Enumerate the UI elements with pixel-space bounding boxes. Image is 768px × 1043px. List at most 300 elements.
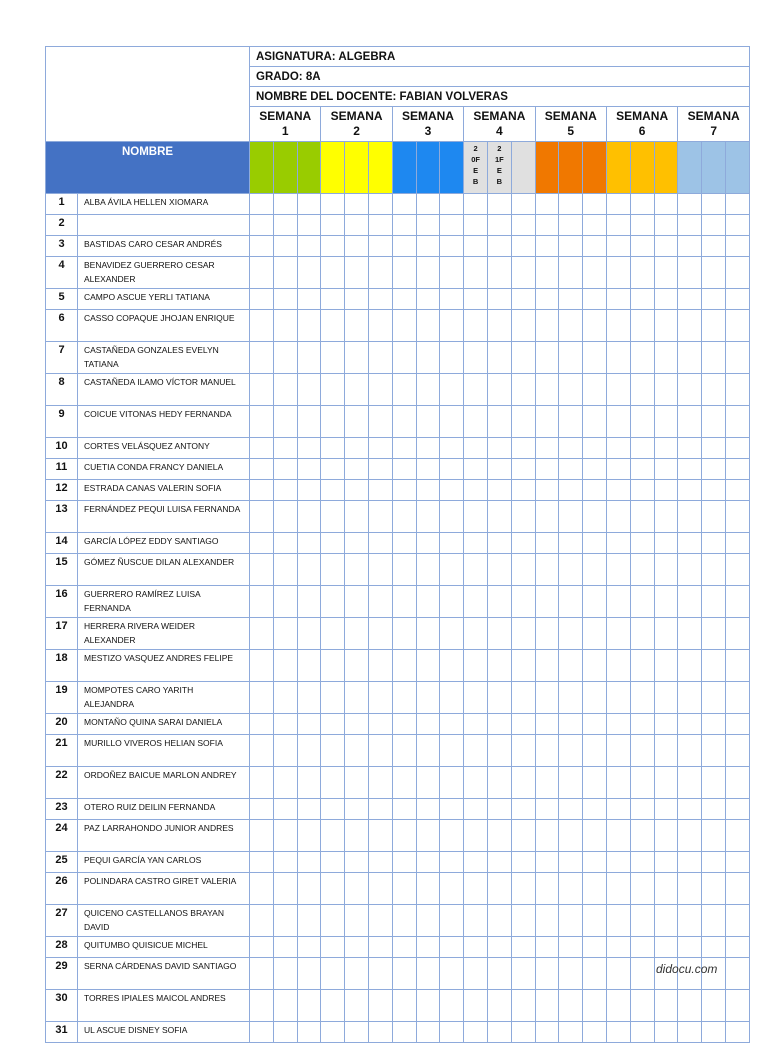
attendance-cell[interactable] bbox=[606, 406, 630, 438]
attendance-cell[interactable] bbox=[464, 1022, 488, 1043]
attendance-cell[interactable] bbox=[273, 480, 297, 501]
attendance-cell[interactable] bbox=[654, 554, 678, 586]
attendance-cell[interactable] bbox=[702, 937, 726, 958]
attendance-cell[interactable] bbox=[511, 438, 535, 459]
attendance-cell[interactable] bbox=[250, 820, 274, 852]
attendance-cell[interactable] bbox=[392, 735, 416, 767]
attendance-cell[interactable] bbox=[725, 438, 749, 459]
attendance-cell[interactable] bbox=[606, 374, 630, 406]
attendance-cell[interactable] bbox=[321, 257, 345, 289]
attendance-cell[interactable] bbox=[583, 236, 607, 257]
attendance-cell[interactable] bbox=[273, 236, 297, 257]
attendance-cell[interactable] bbox=[297, 194, 321, 215]
attendance-cell[interactable] bbox=[487, 682, 511, 714]
attendance-cell[interactable] bbox=[535, 554, 559, 586]
attendance-cell[interactable] bbox=[654, 990, 678, 1022]
attendance-cell[interactable] bbox=[559, 533, 583, 554]
attendance-cell[interactable] bbox=[583, 289, 607, 310]
attendance-cell[interactable] bbox=[321, 767, 345, 799]
attendance-cell[interactable] bbox=[297, 1022, 321, 1043]
attendance-cell[interactable] bbox=[606, 852, 630, 873]
attendance-cell[interactable] bbox=[273, 406, 297, 438]
attendance-cell[interactable] bbox=[440, 852, 464, 873]
attendance-cell[interactable] bbox=[321, 459, 345, 480]
attendance-cell[interactable] bbox=[416, 714, 440, 735]
attendance-cell[interactable] bbox=[416, 735, 440, 767]
attendance-cell[interactable] bbox=[416, 406, 440, 438]
attendance-cell[interactable] bbox=[511, 586, 535, 618]
attendance-cell[interactable] bbox=[368, 714, 392, 735]
attendance-cell[interactable] bbox=[368, 852, 392, 873]
attendance-cell[interactable] bbox=[559, 459, 583, 480]
attendance-cell[interactable] bbox=[464, 459, 488, 480]
attendance-cell[interactable] bbox=[630, 650, 654, 682]
attendance-cell[interactable] bbox=[273, 820, 297, 852]
attendance-cell[interactable] bbox=[297, 958, 321, 990]
attendance-cell[interactable] bbox=[630, 236, 654, 257]
attendance-cell[interactable] bbox=[250, 374, 274, 406]
attendance-cell[interactable] bbox=[559, 480, 583, 501]
attendance-cell[interactable] bbox=[559, 215, 583, 236]
attendance-cell[interactable] bbox=[559, 1022, 583, 1043]
attendance-cell[interactable] bbox=[297, 501, 321, 533]
attendance-cell[interactable] bbox=[654, 799, 678, 820]
attendance-cell[interactable] bbox=[559, 767, 583, 799]
attendance-cell[interactable] bbox=[464, 990, 488, 1022]
attendance-cell[interactable] bbox=[678, 937, 702, 958]
attendance-cell[interactable] bbox=[678, 374, 702, 406]
attendance-cell[interactable] bbox=[297, 374, 321, 406]
attendance-cell[interactable] bbox=[654, 682, 678, 714]
attendance-cell[interactable] bbox=[583, 374, 607, 406]
attendance-cell[interactable] bbox=[678, 852, 702, 873]
attendance-cell[interactable] bbox=[440, 618, 464, 650]
attendance-cell[interactable] bbox=[321, 533, 345, 554]
attendance-cell[interactable] bbox=[368, 1022, 392, 1043]
attendance-cell[interactable] bbox=[535, 374, 559, 406]
attendance-cell[interactable] bbox=[725, 374, 749, 406]
attendance-cell[interactable] bbox=[440, 958, 464, 990]
attendance-cell[interactable] bbox=[606, 215, 630, 236]
attendance-cell[interactable] bbox=[702, 586, 726, 618]
attendance-cell[interactable] bbox=[606, 586, 630, 618]
attendance-cell[interactable] bbox=[440, 937, 464, 958]
attendance-cell[interactable] bbox=[250, 459, 274, 480]
attendance-cell[interactable] bbox=[321, 501, 345, 533]
attendance-cell[interactable] bbox=[345, 459, 369, 480]
attendance-cell[interactable] bbox=[345, 1022, 369, 1043]
attendance-cell[interactable] bbox=[678, 194, 702, 215]
attendance-cell[interactable] bbox=[297, 873, 321, 905]
attendance-cell[interactable] bbox=[511, 618, 535, 650]
attendance-cell[interactable] bbox=[440, 374, 464, 406]
attendance-cell[interactable] bbox=[654, 342, 678, 374]
attendance-cell[interactable] bbox=[368, 438, 392, 459]
attendance-cell[interactable] bbox=[250, 799, 274, 820]
attendance-cell[interactable] bbox=[416, 586, 440, 618]
attendance-cell[interactable] bbox=[583, 438, 607, 459]
attendance-cell[interactable] bbox=[345, 852, 369, 873]
attendance-cell[interactable] bbox=[487, 501, 511, 533]
attendance-cell[interactable] bbox=[487, 1022, 511, 1043]
attendance-cell[interactable] bbox=[535, 194, 559, 215]
attendance-cell[interactable] bbox=[297, 799, 321, 820]
attendance-cell[interactable] bbox=[535, 533, 559, 554]
attendance-cell[interactable] bbox=[511, 374, 535, 406]
attendance-cell[interactable] bbox=[654, 767, 678, 799]
attendance-cell[interactable] bbox=[559, 905, 583, 937]
attendance-cell[interactable] bbox=[630, 852, 654, 873]
attendance-cell[interactable] bbox=[273, 650, 297, 682]
attendance-cell[interactable] bbox=[440, 406, 464, 438]
attendance-cell[interactable] bbox=[321, 820, 345, 852]
attendance-cell[interactable] bbox=[678, 990, 702, 1022]
attendance-cell[interactable] bbox=[725, 905, 749, 937]
attendance-cell[interactable] bbox=[464, 714, 488, 735]
attendance-cell[interactable] bbox=[440, 501, 464, 533]
attendance-cell[interactable] bbox=[368, 215, 392, 236]
attendance-cell[interactable] bbox=[725, 682, 749, 714]
attendance-cell[interactable] bbox=[535, 735, 559, 767]
attendance-cell[interactable] bbox=[487, 406, 511, 438]
attendance-cell[interactable] bbox=[392, 618, 416, 650]
attendance-cell[interactable] bbox=[702, 1022, 726, 1043]
attendance-cell[interactable] bbox=[487, 257, 511, 289]
attendance-cell[interactable] bbox=[273, 618, 297, 650]
attendance-cell[interactable] bbox=[678, 533, 702, 554]
attendance-cell[interactable] bbox=[416, 480, 440, 501]
attendance-cell[interactable] bbox=[440, 342, 464, 374]
attendance-cell[interactable] bbox=[725, 215, 749, 236]
attendance-cell[interactable] bbox=[416, 459, 440, 480]
attendance-cell[interactable] bbox=[559, 374, 583, 406]
attendance-cell[interactable] bbox=[725, 586, 749, 618]
attendance-cell[interactable] bbox=[345, 767, 369, 799]
attendance-cell[interactable] bbox=[583, 905, 607, 937]
attendance-cell[interactable] bbox=[273, 374, 297, 406]
attendance-cell[interactable] bbox=[464, 682, 488, 714]
attendance-cell[interactable] bbox=[273, 714, 297, 735]
attendance-cell[interactable] bbox=[606, 799, 630, 820]
attendance-cell[interactable] bbox=[511, 554, 535, 586]
attendance-cell[interactable] bbox=[702, 767, 726, 799]
attendance-cell[interactable] bbox=[559, 501, 583, 533]
attendance-cell[interactable] bbox=[654, 533, 678, 554]
attendance-cell[interactable] bbox=[464, 501, 488, 533]
attendance-cell[interactable] bbox=[345, 990, 369, 1022]
attendance-cell[interactable] bbox=[511, 194, 535, 215]
attendance-cell[interactable] bbox=[702, 554, 726, 586]
attendance-cell[interactable] bbox=[368, 533, 392, 554]
attendance-cell[interactable] bbox=[392, 820, 416, 852]
attendance-cell[interactable] bbox=[583, 215, 607, 236]
attendance-cell[interactable] bbox=[440, 735, 464, 767]
attendance-cell[interactable] bbox=[440, 310, 464, 342]
attendance-cell[interactable] bbox=[392, 767, 416, 799]
attendance-cell[interactable] bbox=[250, 735, 274, 767]
attendance-cell[interactable] bbox=[392, 682, 416, 714]
attendance-cell[interactable] bbox=[416, 937, 440, 958]
attendance-cell[interactable] bbox=[416, 767, 440, 799]
attendance-cell[interactable] bbox=[297, 342, 321, 374]
attendance-cell[interactable] bbox=[392, 1022, 416, 1043]
attendance-cell[interactable] bbox=[583, 618, 607, 650]
attendance-cell[interactable] bbox=[678, 236, 702, 257]
attendance-cell[interactable] bbox=[273, 852, 297, 873]
attendance-cell[interactable] bbox=[464, 586, 488, 618]
attendance-cell[interactable] bbox=[273, 990, 297, 1022]
attendance-cell[interactable] bbox=[487, 438, 511, 459]
attendance-cell[interactable] bbox=[368, 682, 392, 714]
attendance-cell[interactable] bbox=[583, 958, 607, 990]
attendance-cell[interactable] bbox=[583, 459, 607, 480]
attendance-cell[interactable] bbox=[511, 215, 535, 236]
attendance-cell[interactable] bbox=[725, 820, 749, 852]
attendance-cell[interactable] bbox=[487, 215, 511, 236]
attendance-cell[interactable] bbox=[321, 682, 345, 714]
attendance-cell[interactable] bbox=[511, 1022, 535, 1043]
attendance-cell[interactable] bbox=[368, 310, 392, 342]
attendance-cell[interactable] bbox=[464, 767, 488, 799]
attendance-cell[interactable] bbox=[511, 682, 535, 714]
attendance-cell[interactable] bbox=[678, 342, 702, 374]
attendance-cell[interactable] bbox=[606, 958, 630, 990]
attendance-cell[interactable] bbox=[702, 480, 726, 501]
attendance-cell[interactable] bbox=[392, 554, 416, 586]
attendance-cell[interactable] bbox=[321, 236, 345, 257]
attendance-cell[interactable] bbox=[702, 194, 726, 215]
attendance-cell[interactable] bbox=[630, 990, 654, 1022]
attendance-cell[interactable] bbox=[630, 554, 654, 586]
attendance-cell[interactable] bbox=[368, 406, 392, 438]
attendance-cell[interactable] bbox=[535, 650, 559, 682]
attendance-cell[interactable] bbox=[654, 650, 678, 682]
attendance-cell[interactable] bbox=[535, 215, 559, 236]
attendance-cell[interactable] bbox=[511, 958, 535, 990]
attendance-cell[interactable] bbox=[416, 342, 440, 374]
attendance-cell[interactable] bbox=[297, 215, 321, 236]
attendance-cell[interactable] bbox=[345, 289, 369, 310]
attendance-cell[interactable] bbox=[725, 342, 749, 374]
attendance-cell[interactable] bbox=[321, 438, 345, 459]
attendance-cell[interactable] bbox=[392, 586, 416, 618]
attendance-cell[interactable] bbox=[702, 438, 726, 459]
attendance-cell[interactable] bbox=[654, 501, 678, 533]
attendance-cell[interactable] bbox=[440, 257, 464, 289]
attendance-cell[interactable] bbox=[725, 873, 749, 905]
attendance-cell[interactable] bbox=[630, 905, 654, 937]
attendance-cell[interactable] bbox=[559, 799, 583, 820]
attendance-cell[interactable] bbox=[511, 714, 535, 735]
attendance-cell[interactable] bbox=[725, 714, 749, 735]
attendance-cell[interactable] bbox=[511, 257, 535, 289]
attendance-cell[interactable] bbox=[511, 873, 535, 905]
attendance-cell[interactable] bbox=[559, 937, 583, 958]
attendance-cell[interactable] bbox=[440, 990, 464, 1022]
attendance-cell[interactable] bbox=[583, 310, 607, 342]
attendance-cell[interactable] bbox=[511, 735, 535, 767]
attendance-cell[interactable] bbox=[440, 905, 464, 937]
attendance-cell[interactable] bbox=[654, 194, 678, 215]
attendance-cell[interactable] bbox=[678, 310, 702, 342]
attendance-cell[interactable] bbox=[464, 905, 488, 937]
attendance-cell[interactable] bbox=[273, 1022, 297, 1043]
attendance-cell[interactable] bbox=[654, 438, 678, 459]
attendance-cell[interactable] bbox=[606, 236, 630, 257]
attendance-cell[interactable] bbox=[392, 257, 416, 289]
attendance-cell[interactable] bbox=[654, 1022, 678, 1043]
attendance-cell[interactable] bbox=[630, 310, 654, 342]
attendance-cell[interactable] bbox=[464, 820, 488, 852]
attendance-cell[interactable] bbox=[725, 480, 749, 501]
attendance-cell[interactable] bbox=[392, 937, 416, 958]
attendance-cell[interactable] bbox=[559, 236, 583, 257]
attendance-cell[interactable] bbox=[392, 459, 416, 480]
attendance-cell[interactable] bbox=[559, 873, 583, 905]
attendance-cell[interactable] bbox=[702, 501, 726, 533]
attendance-cell[interactable] bbox=[416, 682, 440, 714]
attendance-cell[interactable] bbox=[535, 406, 559, 438]
attendance-cell[interactable] bbox=[321, 374, 345, 406]
attendance-cell[interactable] bbox=[345, 682, 369, 714]
attendance-cell[interactable] bbox=[392, 406, 416, 438]
attendance-cell[interactable] bbox=[559, 554, 583, 586]
attendance-cell[interactable] bbox=[487, 310, 511, 342]
attendance-cell[interactable] bbox=[464, 533, 488, 554]
attendance-cell[interactable] bbox=[250, 257, 274, 289]
attendance-cell[interactable] bbox=[725, 937, 749, 958]
attendance-cell[interactable] bbox=[392, 480, 416, 501]
attendance-cell[interactable] bbox=[345, 714, 369, 735]
attendance-cell[interactable] bbox=[250, 501, 274, 533]
attendance-cell[interactable] bbox=[345, 650, 369, 682]
attendance-cell[interactable] bbox=[511, 650, 535, 682]
attendance-cell[interactable] bbox=[321, 1022, 345, 1043]
attendance-cell[interactable] bbox=[297, 310, 321, 342]
attendance-cell[interactable] bbox=[702, 289, 726, 310]
attendance-cell[interactable] bbox=[511, 799, 535, 820]
attendance-cell[interactable] bbox=[345, 873, 369, 905]
attendance-cell[interactable] bbox=[392, 650, 416, 682]
attendance-cell[interactable] bbox=[440, 533, 464, 554]
attendance-cell[interactable] bbox=[345, 735, 369, 767]
attendance-cell[interactable] bbox=[250, 650, 274, 682]
attendance-cell[interactable] bbox=[630, 820, 654, 852]
attendance-cell[interactable] bbox=[630, 767, 654, 799]
attendance-cell[interactable] bbox=[535, 767, 559, 799]
attendance-cell[interactable] bbox=[583, 501, 607, 533]
attendance-cell[interactable] bbox=[511, 767, 535, 799]
attendance-cell[interactable] bbox=[487, 289, 511, 310]
attendance-cell[interactable] bbox=[321, 480, 345, 501]
attendance-cell[interactable] bbox=[345, 905, 369, 937]
attendance-cell[interactable] bbox=[725, 194, 749, 215]
attendance-cell[interactable] bbox=[392, 905, 416, 937]
attendance-cell[interactable] bbox=[321, 342, 345, 374]
attendance-cell[interactable] bbox=[654, 714, 678, 735]
attendance-cell[interactable] bbox=[559, 289, 583, 310]
attendance-cell[interactable] bbox=[297, 586, 321, 618]
attendance-cell[interactable] bbox=[487, 236, 511, 257]
attendance-cell[interactable] bbox=[416, 852, 440, 873]
attendance-cell[interactable] bbox=[416, 799, 440, 820]
attendance-cell[interactable] bbox=[487, 820, 511, 852]
attendance-cell[interactable] bbox=[487, 554, 511, 586]
attendance-cell[interactable] bbox=[511, 480, 535, 501]
attendance-cell[interactable] bbox=[559, 618, 583, 650]
attendance-cell[interactable] bbox=[511, 852, 535, 873]
attendance-cell[interactable] bbox=[630, 714, 654, 735]
attendance-cell[interactable] bbox=[392, 799, 416, 820]
attendance-cell[interactable] bbox=[702, 873, 726, 905]
attendance-cell[interactable] bbox=[250, 714, 274, 735]
attendance-cell[interactable] bbox=[464, 554, 488, 586]
attendance-cell[interactable] bbox=[583, 1022, 607, 1043]
attendance-cell[interactable] bbox=[464, 289, 488, 310]
attendance-cell[interactable] bbox=[725, 533, 749, 554]
attendance-cell[interactable] bbox=[606, 289, 630, 310]
attendance-cell[interactable] bbox=[511, 236, 535, 257]
attendance-cell[interactable] bbox=[630, 406, 654, 438]
attendance-cell[interactable] bbox=[630, 533, 654, 554]
attendance-cell[interactable] bbox=[273, 257, 297, 289]
attendance-cell[interactable] bbox=[297, 257, 321, 289]
attendance-cell[interactable] bbox=[678, 215, 702, 236]
attendance-cell[interactable] bbox=[464, 735, 488, 767]
attendance-cell[interactable] bbox=[583, 820, 607, 852]
attendance-cell[interactable] bbox=[702, 650, 726, 682]
attendance-cell[interactable] bbox=[273, 215, 297, 236]
attendance-cell[interactable] bbox=[416, 215, 440, 236]
attendance-cell[interactable] bbox=[368, 194, 392, 215]
attendance-cell[interactable] bbox=[654, 406, 678, 438]
attendance-cell[interactable] bbox=[678, 459, 702, 480]
attendance-cell[interactable] bbox=[273, 438, 297, 459]
attendance-cell[interactable] bbox=[368, 459, 392, 480]
attendance-cell[interactable] bbox=[321, 714, 345, 735]
attendance-cell[interactable] bbox=[654, 236, 678, 257]
attendance-cell[interactable] bbox=[368, 374, 392, 406]
attendance-cell[interactable] bbox=[416, 194, 440, 215]
attendance-cell[interactable] bbox=[487, 958, 511, 990]
attendance-cell[interactable] bbox=[440, 215, 464, 236]
attendance-cell[interactable] bbox=[368, 799, 392, 820]
attendance-cell[interactable] bbox=[535, 342, 559, 374]
attendance-cell[interactable] bbox=[345, 194, 369, 215]
attendance-cell[interactable] bbox=[297, 406, 321, 438]
attendance-cell[interactable] bbox=[702, 374, 726, 406]
attendance-cell[interactable] bbox=[345, 618, 369, 650]
attendance-cell[interactable] bbox=[559, 310, 583, 342]
attendance-cell[interactable] bbox=[487, 618, 511, 650]
attendance-cell[interactable] bbox=[725, 501, 749, 533]
attendance-cell[interactable] bbox=[273, 342, 297, 374]
attendance-cell[interactable] bbox=[535, 480, 559, 501]
attendance-cell[interactable] bbox=[535, 873, 559, 905]
attendance-cell[interactable] bbox=[725, 236, 749, 257]
attendance-cell[interactable] bbox=[416, 958, 440, 990]
attendance-cell[interactable] bbox=[440, 554, 464, 586]
attendance-cell[interactable] bbox=[464, 618, 488, 650]
attendance-cell[interactable] bbox=[487, 480, 511, 501]
attendance-cell[interactable] bbox=[464, 215, 488, 236]
attendance-cell[interactable] bbox=[702, 618, 726, 650]
attendance-cell[interactable] bbox=[345, 586, 369, 618]
attendance-cell[interactable] bbox=[416, 438, 440, 459]
attendance-cell[interactable] bbox=[702, 714, 726, 735]
attendance-cell[interactable] bbox=[250, 215, 274, 236]
attendance-cell[interactable] bbox=[345, 406, 369, 438]
